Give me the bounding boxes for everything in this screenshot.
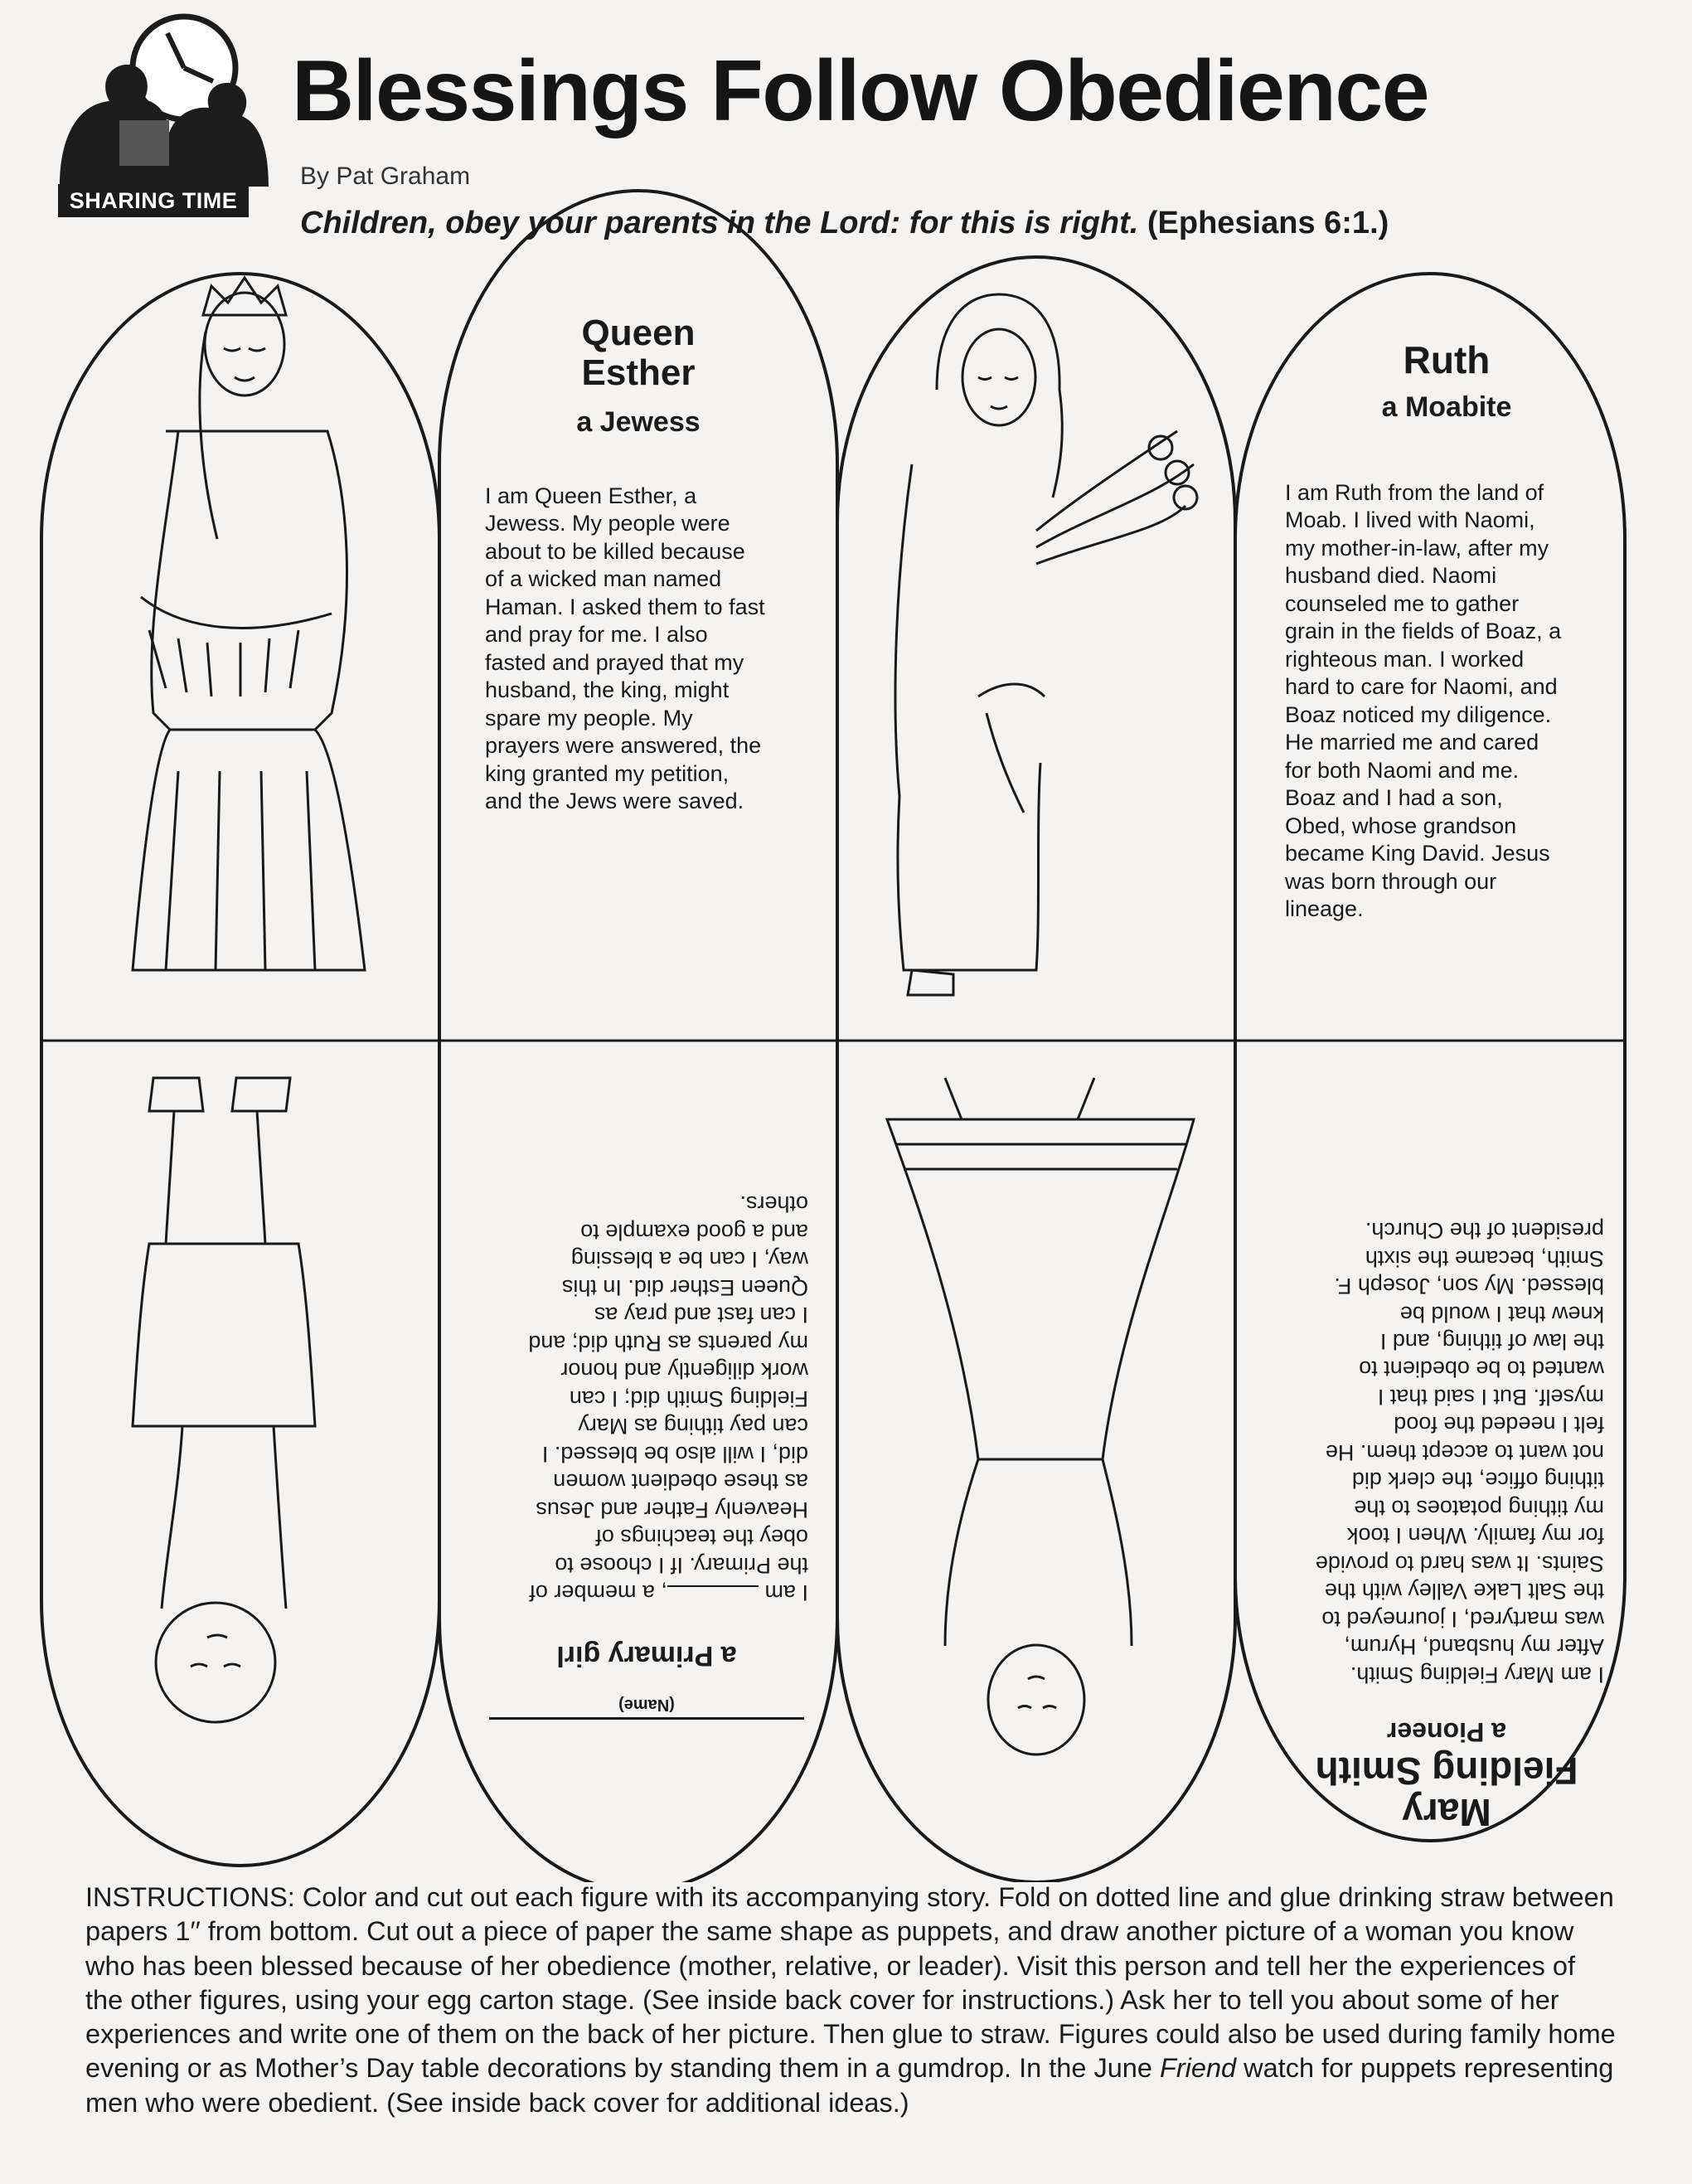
girl-story xyxy=(481,1190,812,1606)
mary-fielding-smith-figure xyxy=(887,1078,1194,1754)
ruth-figure xyxy=(895,294,1197,995)
esther-story: I am Queen Esther, a Jewess. My people were about to be killed because of a wicked man named Haman. I asked them to fast and pray for me. I also fasted and prayed that my husband, the king, might spare my people. My prayers were answered, the king granted my petition, and the Jews were saved. xyxy=(485,483,765,814)
girl-story-start: I am xyxy=(764,1580,808,1605)
queen-esther-figure xyxy=(133,278,365,970)
mary-fielding-smith-panel xyxy=(1277,1119,1617,1832)
puppet-outline-esther xyxy=(41,274,439,1866)
scripture-reference: (Ephesians 6:1.) xyxy=(1147,206,1389,240)
esther-subtitle: a Jewess xyxy=(576,406,701,438)
primary-girl-figure xyxy=(133,1078,315,1722)
scripture-quote: Children, obey your parents in the Lord: for this is right. xyxy=(300,206,1139,240)
ruth-title: Ruth xyxy=(1403,338,1491,381)
instructions-part1: INSTRUCTIONS: Color and cut out each figure with its accompanying story. Fold on dotted line and glue drinking straw between papers 1′′ from bottom. Cut out a piece of paper the same shape as puppets, and draw another picture of a woman you know who has been blessed because of her obedience (mother, relative, or leader). Visit this person and tell her the experiences of the other figures, using your egg carton stage. (See inside back cover for instructions.) Ask her to tell you about some of her experiences and write one of them on the back of her picture. Then glue to straw. Figures could also be used during family home evening or as Mother’s Day table decorations by standing them in a gumdrop. In the June xyxy=(85,1882,1616,2084)
instructions-part2: watch for puppets representing men who were obedient. (See inside back cover for additional ideas.) xyxy=(85,2053,1614,2118)
friend-magazine-title: Friend xyxy=(1159,2053,1237,2084)
mary-subtitle: a Pioneer xyxy=(1386,1716,1507,1747)
instructions xyxy=(85,1881,1619,2120)
page-title: Blessings Follow Obedience xyxy=(292,43,1429,139)
primary-girl-panel xyxy=(481,1161,812,1725)
mary-story: I am Mary Fielding Smith. After my husband, Hyrum, was martyred, I journeyed to the Salt Lake Valley with the Saints. It was hard to provide for my family. When I took my tithing potatoes to the tithing office, the clerk did not want to accept them. He felt I needed the food myself. But I said that I wanted to be obedient to the law of tithing, and I knew that I would be blessed. My son, Joseph F. Smith, became the sixth president of the Church. xyxy=(1315,1218,1604,1687)
mary-title: Mary Fielding Smith xyxy=(1315,1750,1578,1834)
ruth-story: I am Ruth from the land of Moab. I lived with Naomi, my mother-in-law, after my husband died. Naomi counseled me to gather grain in the fields of Boaz, a righteous man. I worked hard to care for Naomi, and Boaz noticed my diligence. He married me and cared for both Naomi and me. Boaz and I had a son, Obed, whose grandson became King David. Jesus was born through our lineage. xyxy=(1285,480,1562,922)
byline: By Pat Graham xyxy=(300,163,471,190)
ruth-subtitle: a Moabite xyxy=(1381,391,1512,423)
girl-story-rest: , a member of the Primary. If I choose to obey the teachings of Heavenly Father and Jesus as these obedient women did, I will also be blessed. I can pay tithing as Mary Fielding Smith did; I can work diligently and honor my parents as Ruth did; and I can fast and pray as Queen Esther did. In this way, I can be a blessing and a good example to others. xyxy=(528,1191,808,1605)
girl-subtitle: a Primary girl xyxy=(556,1640,737,1672)
sharing-time-badge: SHARING TIME xyxy=(58,184,249,217)
name-blank xyxy=(667,1585,759,1605)
esther-title: Queen Esther xyxy=(581,313,696,393)
name-line: (Name) xyxy=(489,1695,804,1720)
